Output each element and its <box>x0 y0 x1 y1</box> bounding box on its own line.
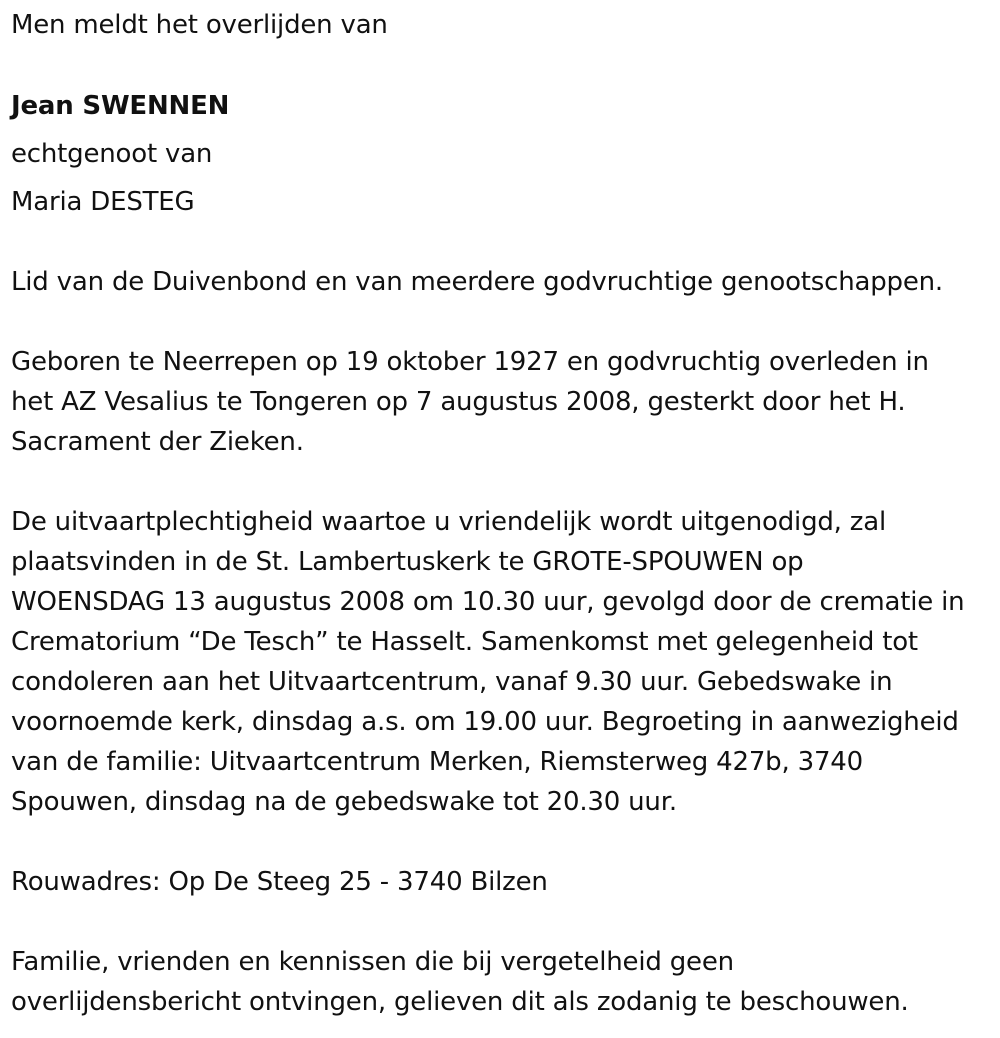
mourning-address: Rouwadres: Op De Steeg 25 - 3740 Bilzen <box>11 867 548 897</box>
membership-text: Lid van de Duivenbond en van meerdere godvruchtige genootschappen. <box>11 267 943 297</box>
closing-line: Familie, vrienden en kennissen die bij vergetelheid geen <box>11 947 734 977</box>
funeral-line: De uitvaartplechtigheid waartoe u vriendelijk wordt uitgenodigd, zal <box>11 507 887 537</box>
spouse-label: echtgenoot van <box>11 139 213 169</box>
deceased-name: Jean SWENNEN <box>11 91 230 121</box>
birth-death-line: het AZ Vesalius te Tongeren op 7 augustus 2008, gesterkt door het H. <box>11 387 906 417</box>
birth-death-line: Sacrament der Zieken. <box>11 427 304 457</box>
funeral-line: van de familie: Uitvaartcentrum Merken, Riemsterweg 427b, 3740 <box>11 747 863 777</box>
intro-text: Men meldt het overlijden van <box>11 10 388 40</box>
spouse-name: Maria DESTEG <box>11 187 195 217</box>
funeral-line: Crematorium “De Tesch” te Hasselt. Samenkomst met gelegenheid tot <box>11 627 918 657</box>
funeral-line: Spouwen, dinsdag na de gebedswake tot 20.30 uur. <box>11 787 677 817</box>
birth-death-line: Geboren te Neerrepen op 19 oktober 1927 en godvruchtig overleden in <box>11 347 929 377</box>
funeral-line: voornoemde kerk, dinsdag a.s. om 19.00 uur. Begroeting in aanwezigheid <box>11 707 959 737</box>
closing-line: overlijdensbericht ontvingen, gelieven dit als zodanig te beschouwen. <box>11 987 909 1017</box>
funeral-line: WOENSDAG 13 augustus 2008 om 10.30 uur, gevolgd door de crematie in <box>11 587 965 617</box>
funeral-line: plaatsvinden in de St. Lambertuskerk te GROTE-SPOUWEN op <box>11 547 804 577</box>
funeral-line: condoleren aan het Uitvaartcentrum, vanaf 9.30 uur. Gebedswake in <box>11 667 893 697</box>
